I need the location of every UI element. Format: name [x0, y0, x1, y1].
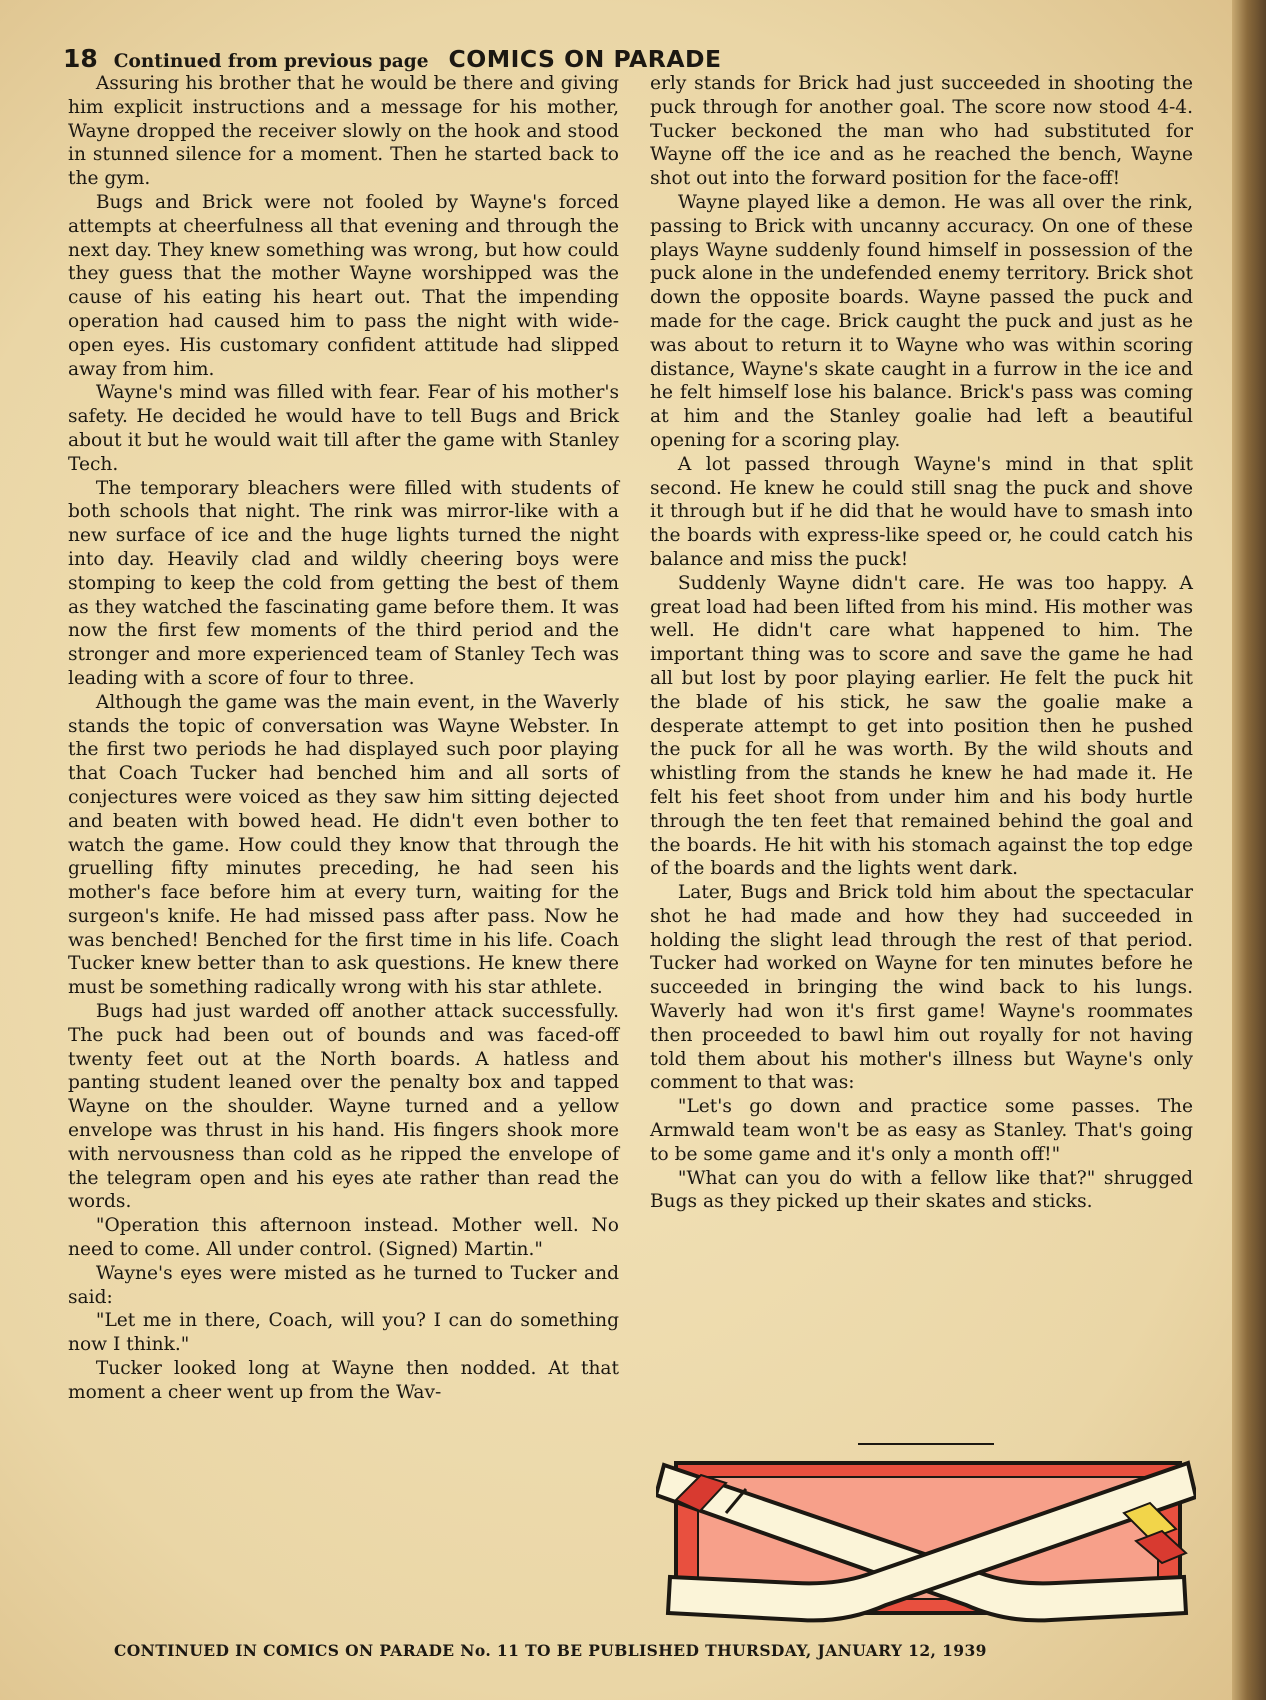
continued-note: Continued from previous page — [113, 51, 429, 72]
story-end-rule — [858, 1443, 994, 1445]
dialogue: "Let's go down and practice some passes. The Armwald team won't be as easy as Stanley. That's going to be some game and it's only a month off!" — [650, 1096, 1193, 1165]
paragraph: Assuring his brother that he would be there and giving him explicit instructions and a message for his mother, Wayne dropped the receiver slowly on the hook and stood in stunned silence for a moment. Then he started back to the gym. — [68, 73, 619, 190]
paragraph: Wayne played like a demon. He was all over the rink, passing to Brick with uncanny accuracy. On one of these plays Wayne suddenly found himself in possession of the puck alone in the undefended enemy territory. Brick shot down the opposite boards. Wayne passed the puck and made for the cage. Brick caught the puck and just as he was about to return it to Wayne who was within scoring distance, Wayne's skate caught in a furrow in the ice and he felt himself lose his balance. Brick's pass was coming at him and the Stanley goalie had left a beautiful opening for a scoring play. — [650, 191, 1193, 451]
paragraph: Bugs and Brick were not fooled by Wayne's forced attempts at cheerfulness all that evening and through the next day. They knew something was wrong, but how could they guess that the mother Wayne worshipped was the cause of his eating his heart out. That the impending operation had caused him to pass the night with wide-open eyes. His customary confident attitude had slipped away from him. — [68, 191, 619, 380]
paragraph: A lot passed through Wayne's mind in that split second. He knew he could still snag the puck and shove it through but if he did that he would have to smash into the boards with express-like speed or, he could catch his balance and miss the puck! — [650, 453, 1193, 570]
paragraph: Tucker looked long at Wayne then nodded. At that moment a cheer went up from the Wav- — [68, 1358, 619, 1403]
magazine-title: COMICS ON PARADE — [448, 45, 722, 73]
crossed-hockey-sticks-icon — [656, 1455, 1196, 1630]
paragraph: erly stands for Brick had just succeeded in shooting the puck through for another goal. The score now stood 4-4. Tucker beckoned the man who had substituted for Wayne off the ice and as he reached the bench, Wayne shot out into the forward position for the face-off! — [650, 73, 1193, 190]
continuation-notice: CONTINUED IN COMICS ON PARADE No. 11 TO BE PUBLISHED THURSDAY, JANUARY 12, 1939 — [114, 1641, 987, 1660]
page-number: 18 — [63, 44, 98, 73]
paragraph: The temporary bleachers were filled with students of both schools that night. The rink was mirror-like with a new surface of ice and the huge lights turned the night into day. Heavily clad and wildly cheering boys were stomping to keep the cold from getting the best of them as they watched the fascinating game before them. It was now the first few moments of the third period and the stronger and more experienced team of Stanley Tech was leading with a score of four to three. — [68, 477, 619, 689]
page-spine-shadow — [1232, 0, 1266, 1700]
right-column — [650, 72, 1193, 1214]
paragraph: Later, Bugs and Brick told him about the spectacular shot he had made and how they had succeeded in holding the slight lead through the rest of that period. Tucker had worked on Wayne for ten minutes before he succeeded in bringing the wind back to his lungs. Waverly had won it's first game! Wayne's roommates then proceeded to bawl him out royally for not having told them about his mother's illness but Wayne's only comment to that was: — [650, 882, 1193, 1094]
dialogue: "Let me in there, Coach, will you? I can do something now I think." — [68, 1310, 619, 1356]
paragraph: Suddenly Wayne didn't care. He was too happy. A great load had been lifted from his mind. His mother was well. He didn't care what happened to him. The important thing was to score and save the game he had all but lost by poor playing earlier. He felt the puck hit the blade of his stick, he saw the goalie make a desperate attempt to get into position then he pushed the puck for all he was worth. By the wild shouts and whistling from the stands he knew he had made it. He felt his feet shoot from under him and his body hurtle through the ten feet that remained behind the goal and the boards. He hit with his stomach against the top edge of the boards and the lights went dark. — [650, 572, 1193, 880]
paragraph: Although the game was the main event, in the Waverly stands the topic of conversation was Wayne Webster. In the first two periods he had displayed such poor playing that Coach Tucker had benched him and all sorts of conjectures were voiced as they saw him sitting dejected and beaten with bowed head. He didn't even bother to watch the game. How could they know that through the gruelling fifty minutes preceding, he had seen his mother's face before him at every turn, waiting for the surgeon's knife. He had missed pass after pass. Now he was benched! Benched for the first time in his life. Coach Tucker knew better than to ask questions. He knew there must be something radically wrong with his star athlete. — [68, 691, 619, 999]
paragraph: Wayne's mind was filled with fear. Fear of his mother's safety. He decided he would have to tell Bugs and Brick about it but he would wait till after the game with Stanley Tech. — [68, 382, 619, 475]
page-header — [63, 44, 783, 74]
telegram-text: "Operation this afternoon instead. Mother well. No need to come. All under control. (Signed) Martin." — [68, 1215, 619, 1261]
left-column — [68, 72, 619, 1405]
paragraph: Bugs had just warded off another attack successfully. The puck had been out of bounds and was faced-off twenty feet out at the North boards. A hatless and panting student leaned over the penalty box and tapped Wayne on the shoulder. Wayne turned and a yellow envelope was thrust in his hand. His fingers shook more with nervousness than cold as he ripped the envelope of the telegram open and his eyes ate rather than read the words. — [68, 1001, 619, 1213]
paragraph: Wayne's eyes were misted as he turned to Tucker and said: — [68, 1262, 619, 1308]
paragraph: "What can you do with a fellow like that?" shrugged Bugs as they picked up their skates and sticks. — [650, 1167, 1193, 1213]
